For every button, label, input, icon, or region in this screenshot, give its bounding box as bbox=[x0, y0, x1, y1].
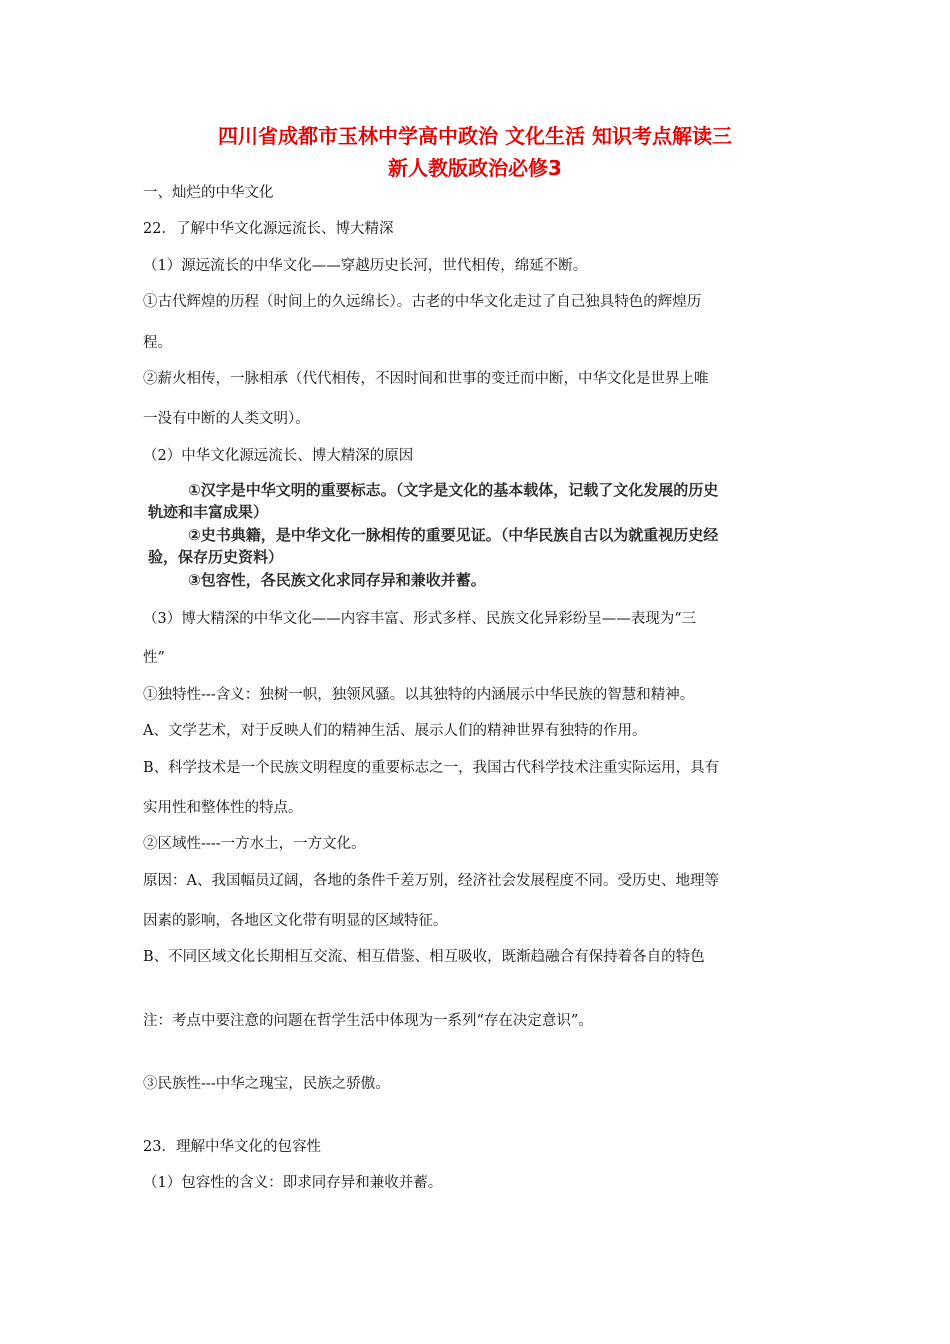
topic-heading-22: 22．了解中华文化源远流长、博大精深 bbox=[143, 221, 394, 237]
paragraph-line: （1）包容性的含义：即求同存异和兼收并蓄。 bbox=[143, 1175, 443, 1191]
paragraph-line: ①古代辉煌的历程（时间上的久远绵长）。古老的中华文化走过了自己独具特色的辉煌历 bbox=[143, 294, 702, 310]
topic-heading-23: 23．理解中华文化的包容性 bbox=[143, 1139, 321, 1155]
paragraph-line: 实用性和整体性的特点。 bbox=[143, 800, 303, 816]
paragraph-line: （1）源远流长的中华文化——穿越历史长河，世代相传，绵延不断。 bbox=[143, 258, 588, 274]
note-line: 注：考点中要注意的问题在哲学生活中体现为一系列“存在决定意识”。 bbox=[143, 1013, 593, 1029]
paragraph-line: ②区域性----一方水土，一方文化。 bbox=[143, 836, 366, 852]
paragraph-line: ③民族性---中华之瑰宝，民族之骄傲。 bbox=[143, 1076, 390, 1092]
paragraph-line: B、科学技术是一个民族文明程度的重要标志之一，我国古代科学技术注重实际运用，具有 bbox=[143, 760, 720, 776]
paragraph-line: B、不同区域文化长期相互交流、相互借鉴、相互吸收，既渐趋融合有保持着各自的特色 bbox=[143, 949, 705, 965]
bold-point-1: ①汉字是中华文明的重要标志。（文字是文化的基本载体，记载了文化发展的历史 bbox=[188, 481, 719, 499]
paragraph-line: （2）中华文化源远流长、博大精深的原因 bbox=[143, 448, 414, 464]
section-heading: 一、灿烂的中华文化 bbox=[143, 185, 274, 201]
paragraph-line: （3）博大精深的中华文化——内容丰富、形式多样、民族文化异彩纷呈——表现为“三 bbox=[143, 611, 697, 627]
paragraph-line: ①独特性---含义：独树一帜，独领风骚。以其独特的内涵展示中华民族的智慧和精神。 bbox=[143, 687, 695, 703]
bold-point-1-cont: 轨迹和丰富成果） bbox=[148, 503, 269, 521]
bold-point-3: ③包容性，各民族文化求同存异和兼收并蓄。 bbox=[188, 571, 486, 589]
title-line-1: 四川省成都市玉林中学高中政治 文化生活 知识考点解读三 bbox=[218, 124, 732, 148]
paragraph-line: 一没有中断的人类文明）。 bbox=[143, 411, 310, 427]
bold-point-2: ②史书典籍，是中华文化一脉相传的重要见证。（中华民族自古以为就重视历史经 bbox=[188, 526, 719, 544]
title-line-2: 新人教版政治必修3 bbox=[388, 156, 562, 180]
paragraph-line: 程。 bbox=[143, 335, 172, 351]
paragraph-line: 原因：A、我国幅员辽阔，各地的条件千差万别，经济社会发展程度不同。受历史、地理等 bbox=[143, 873, 719, 889]
paragraph-line: 因素的影响，各地区文化带有明显的区域特征。 bbox=[143, 913, 448, 929]
paragraph-line: ②薪火相传，一脉相承（代代相传，不因时间和世事的变迁而中断，中华文化是世界上唯 bbox=[143, 371, 709, 387]
bold-point-2-cont: 验，保存历史资料） bbox=[148, 548, 284, 566]
paragraph-line: 性” bbox=[143, 650, 165, 666]
paragraph-line: A、文学艺术，对于反映人们的精神生活、展示人们的精神世界有独特的作用。 bbox=[143, 723, 647, 739]
